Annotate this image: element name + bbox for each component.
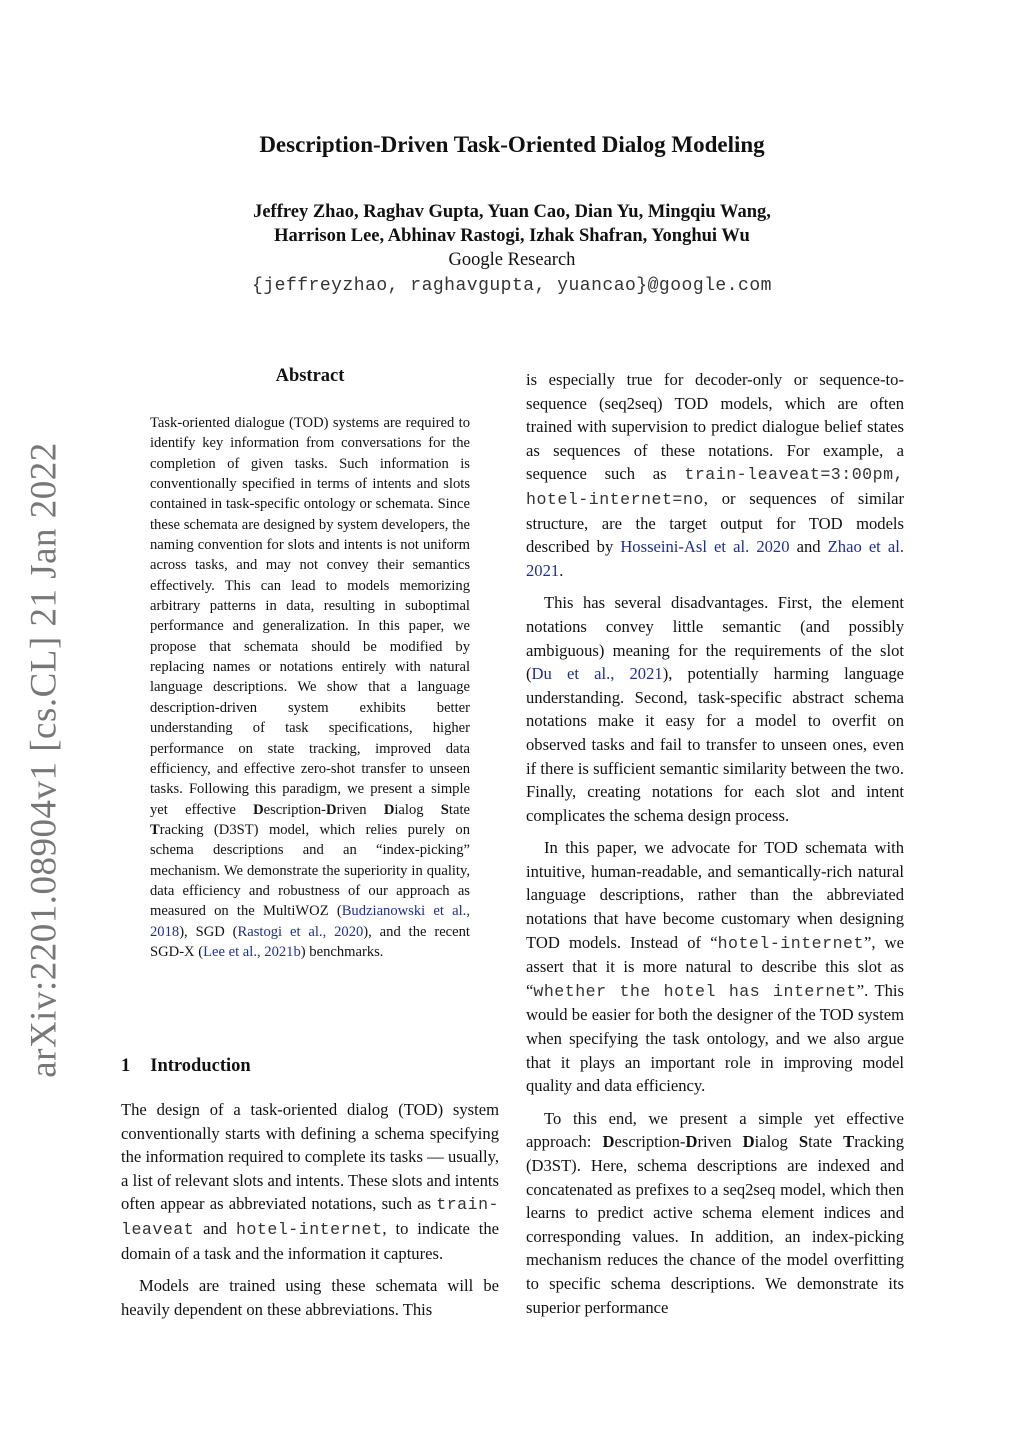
code-token: hotel-internet xyxy=(236,1219,383,1239)
acronym-letter: D xyxy=(742,1132,755,1152)
author-emails: {jeffreyzhao, raghavgupta, yuancao}@google.com xyxy=(252,276,772,296)
body-text: is especially true for decoder-only or sequence-to-sequence (seq2seq) TOD models, which are often trained with supervision to predict dialogue belief states as sequences of these notations. For example, a sequence such as xyxy=(526,370,904,484)
citation-link[interactable]: Hosseini-Asl et al. 2020 xyxy=(620,537,790,557)
body-text: , to indicate the domain of a task and the information it captures. xyxy=(121,1218,499,1263)
affiliation: Google Research xyxy=(448,250,576,270)
body-text: , or sequences of similar structure, are the target output for TOD models described by xyxy=(526,488,904,557)
paragraph xyxy=(526,1107,904,1319)
abstract-text: ), and the recent SGD-X ( xyxy=(150,923,470,960)
acronym-letter: D xyxy=(253,801,264,818)
body-text: This has several disadvantages. First, the element notations convey little semantic (and possibly ambiguous) meaning for the requirements of the slot ( xyxy=(526,593,904,684)
body-text: riven xyxy=(697,1132,743,1152)
section-heading xyxy=(121,1056,251,1077)
body-text: . xyxy=(559,560,564,580)
acronym-letter: T xyxy=(843,1132,855,1152)
section-number: 1 xyxy=(121,1056,131,1076)
code-token: whether the hotel has internet xyxy=(533,981,857,1001)
citation-link[interactable]: Rastogi et al., 2020 xyxy=(237,923,364,940)
body-text: The design of a task-oriented dialog (TOD) system conventionally starts with defining a schema specifying the information required to complete its tasks — usually, a list of relevant slots and intents. These slots and intents often appear as abbreviated notations, such as xyxy=(121,1100,499,1214)
acronym-letter: D xyxy=(685,1132,698,1152)
acronym-letter: T xyxy=(150,821,160,838)
body-text: escription- xyxy=(614,1132,686,1152)
arxiv-id: arXiv:2201.08904v1 [cs.CL] 21 Jan 2022 xyxy=(23,442,65,1078)
body-text: and xyxy=(194,1218,236,1238)
left-column-body xyxy=(121,1098,499,1330)
body-text: ”, we assert that it is more natural to describe this slot as “ xyxy=(526,932,904,1000)
author-line-1: Jeffrey Zhao, Raghav Gupta, Yuan Cao, Dian Yu, Mingqiu Wang, xyxy=(253,202,771,222)
arxiv-side-stamp xyxy=(12,442,76,1078)
code-token: train-leaveat=3:00pm, hotel-internet=no xyxy=(526,465,904,509)
citation-link[interactable]: Zhao et al. 2021 xyxy=(526,537,904,580)
author-block xyxy=(0,200,1024,298)
abstract-text: Task-oriented dialogue (TOD) systems are required to identify key information from conversations for the completion of given tasks. Such information is conventionally specified in terms of intents and slots contained in task-specific ontology or schemata. Since these schemata are designed by system developers, the naming convention for slots and intents is not uniform across tasks, and may not convey their semantics effectively. This can lead to models memorizing arbitrary patterns in data, resulting in suboptimal performance and generalization. In this paper, we propose that schemata should be modified by replacing names or notations entirely with natural language descriptions. We show that a language description-driven system exhibits better understanding of task specifications, higher performance on state tracking, improved data efficiency, and effective zero-shot transfer to unseen tasks. Following this paradigm, we present a simple yet effective xyxy=(150,415,470,818)
code-token: train-leaveat xyxy=(121,1195,499,1239)
paragraph xyxy=(526,836,904,1098)
body-text: ”. This would be easier for both the designer of the TOD system when specifying the task ontology, and we also argue that it plays an important role in improving model quality and data efficiency. xyxy=(526,980,904,1096)
abstract-text: tate xyxy=(448,801,470,818)
abstract-text: ), SGD ( xyxy=(179,923,238,940)
citation-link[interactable]: Lee et al., 2021b xyxy=(203,943,301,960)
section-title: Introduction xyxy=(150,1056,251,1076)
body-text: To this end, we present a simple yet effective approach: xyxy=(526,1108,904,1152)
abstract-text: ialog xyxy=(394,801,441,818)
code-token: hotel-internet xyxy=(717,933,864,953)
paragraph xyxy=(121,1274,499,1321)
paragraph xyxy=(121,1098,499,1265)
body-text: In this paper, we advocate for TOD schemata with intuitive, human-readable, and semantically-rich natural language descriptions, rather than the abbreviated notations that have become customary when designing TOD models. Instead of “ xyxy=(526,838,904,952)
acronym-letter: S xyxy=(440,801,449,818)
acronym-letter: D xyxy=(383,801,395,818)
body-text: and xyxy=(789,537,828,557)
paragraph xyxy=(526,368,904,582)
citation-link[interactable]: Budzianowski et al., 2018 xyxy=(150,903,470,940)
abstract-text: riven xyxy=(336,801,384,818)
abstract-heading: Abstract xyxy=(275,366,345,386)
abstract-paragraph xyxy=(150,413,470,962)
citation-link[interactable]: Du et al., 2021 xyxy=(531,664,663,684)
abstract-text: escription- xyxy=(263,801,327,818)
body-text: Models are trained using these schemata will be heavily dependent on these abbreviations. This xyxy=(121,1276,499,1319)
body-text: tate xyxy=(808,1132,844,1152)
acronym-letter: S xyxy=(798,1132,809,1152)
abstract-text: racking (D3ST) model, which relies purely on schema descriptions and an “index-picking” mechanism. We demonstrate the superiority in quality, data efficiency and robustness of our approach as measured on the MultiWOZ ( xyxy=(150,821,470,920)
acronym-letter: D xyxy=(602,1132,615,1152)
author-line-2: Harrison Lee, Abhinav Rastogi, Izhak Shafran, Yonghui Wu xyxy=(274,226,750,246)
body-text: racking (D3ST). Here, schema descriptions are indexed and concatenated as prefixes to a seq2seq model, which then learns to predict active schema element indices and corresponding values. In addition, an index-picking mechanism reduces the chance of the model overfitting to specific schema descriptions. We demonstrate its superior performance xyxy=(526,1132,905,1317)
right-column-body xyxy=(526,368,904,1328)
paragraph xyxy=(526,591,904,827)
paper-title: Description-Driven Task-Oriented Dialog Modeling xyxy=(259,132,765,157)
body-text: ), potentially harming language understanding. Second, task-specific abstract schema notations make it easy for a model to overfit on observed tasks and fail to transfer to unseen ones, even if there is sufficient semantic similarity between the two. Finally, creating notations for each slot and intent complicates the schema design process. xyxy=(526,664,904,825)
acronym-letter: D xyxy=(326,801,337,818)
abstract-text: ) benchmarks. xyxy=(300,943,384,960)
body-text: ialog xyxy=(754,1132,799,1152)
abstract-body xyxy=(150,413,470,962)
